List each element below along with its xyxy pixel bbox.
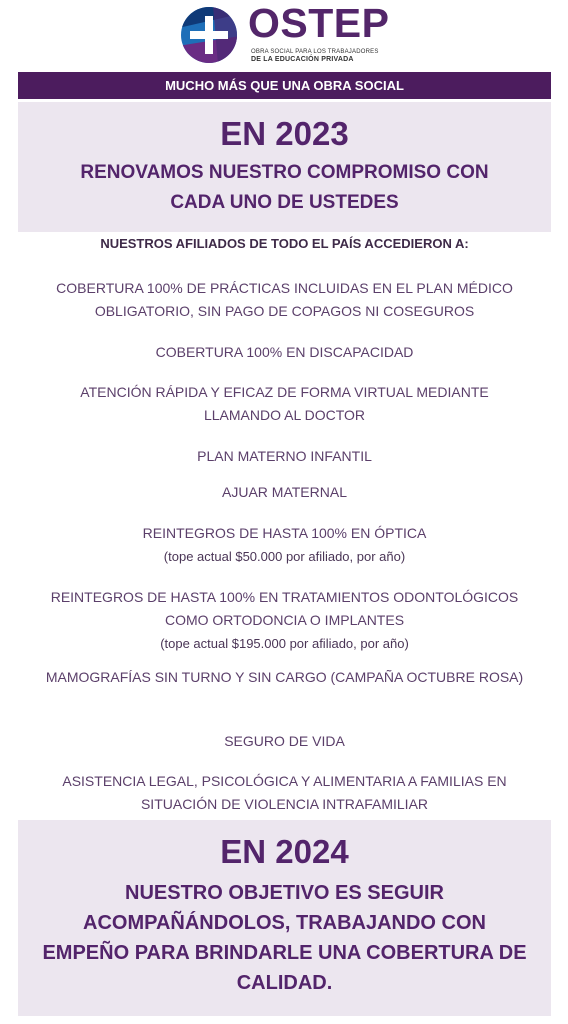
tagline-banner: MUCHO MÁS QUE UNA OBRA SOCIAL: [18, 72, 551, 99]
logo-name: OSTEP: [248, 0, 390, 46]
benefit-item: [14, 341, 555, 364]
logo-subtitle-line-2: DE LA EDUCACIÓN PRIVADA: [251, 56, 354, 63]
benefit-item: [14, 277, 555, 323]
benefit-item: [14, 770, 555, 816]
benefit-text: COBERTURA 100% DE PRÁCTICAS INCLUIDAS EN EL PLAN MÉDICO OBLIGATORIO, SIN PAGO DE COPAGOS NI COSEGUROS: [56, 280, 513, 319]
year-2024-heading: EN 2024: [220, 833, 349, 870]
logo-subtitle-line-1: OBRA SOCIAL PARA LOS TRABAJADORES: [251, 49, 379, 55]
benefit-item: [14, 666, 555, 689]
benefit-text: MAMOGRAFÍAS SIN TURNO Y SIN CARGO (CAMPAÑA OCTUBRE ROSA): [45, 669, 524, 685]
benefit-text: ASISTENCIA LEGAL, PSICOLÓGICA Y ALIMENTARIA A FAMILIAS EN SITUACIÓN DE VIOLENCIA INTRAFAMILIAR: [62, 773, 507, 812]
cross-logo-icon: [178, 6, 240, 64]
year-2023-heading: EN 2023: [220, 115, 349, 152]
benefit-text: PLAN MATERNO INFANTIL: [197, 448, 372, 464]
benefit-item: [14, 381, 555, 427]
section-2024: [18, 820, 551, 1016]
section-2023: [18, 102, 551, 232]
benefit-item: [14, 730, 555, 753]
benefit-item: [14, 522, 555, 568]
benefit-text: REINTEGROS DE HASTA 100% EN TRATAMIENTOS ODONTOLÓGICOS COMO ORTODONCIA O IMPLANTES: [50, 589, 519, 628]
benefit-text: SEGURO DE VIDA: [224, 733, 345, 749]
ostep-logo: [178, 0, 408, 68]
benefit-item: [14, 481, 555, 504]
benefit-note: (tope actual $195.000 por afiliado, por año): [160, 636, 409, 651]
section-2023-subtitle: RENOVAMOS NUESTRO COMPROMISO CON CADA UNO DE USTEDES: [80, 162, 489, 213]
benefit-item: [14, 586, 555, 655]
lead-text: NUESTROS AFILIADOS DE TODO EL PAÍS ACCEDIERON A:: [100, 236, 469, 251]
benefit-text: COBERTURA 100% EN DISCAPACIDAD: [155, 344, 414, 360]
benefit-text: ATENCIÓN RÁPIDA Y EFICAZ DE FORMA VIRTUAL MEDIANTE LLAMANDO AL DOCTOR: [80, 384, 489, 423]
section-2024-subtitle: NUESTRO OBJETIVO ES SEGUIR ACOMPAÑÁNDOLOS, TRABAJANDO CON EMPEÑO PARA BRINDARLE UNA COBERTURA DE CALIDAD.: [42, 882, 527, 994]
benefit-text: REINTEGROS DE HASTA 100% EN ÓPTICA: [142, 525, 427, 541]
benefit-text: AJUAR MATERNAL: [222, 484, 347, 500]
logo-subtitle: [251, 48, 379, 64]
benefit-note: (tope actual $50.000 por afiliado, por año): [163, 549, 406, 564]
benefit-item: [14, 445, 555, 468]
